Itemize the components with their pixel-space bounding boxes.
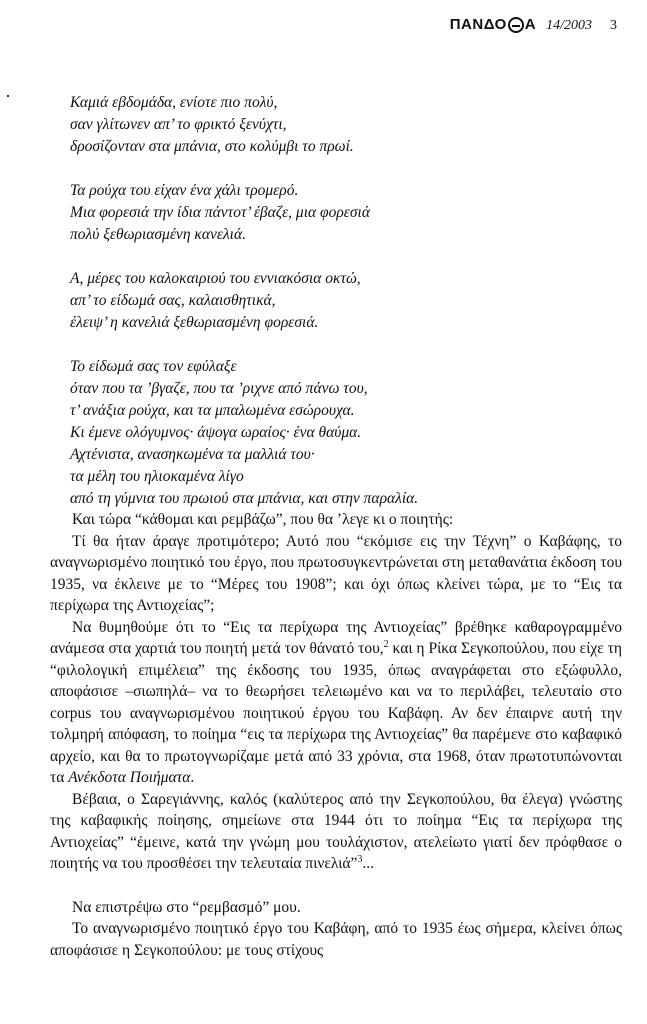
poem-line: σαν γλίτωνεν απ’ το φρικτό ξενύχτι, [70, 116, 287, 133]
logo-text-left: ΠΑΝΔΟ [449, 16, 507, 33]
poem-stanza [70, 356, 590, 510]
poem-line: πολύ ξεθωριασμένη κανελιά. [70, 226, 246, 243]
article-body [50, 509, 622, 961]
issue-number: 14/2003 [546, 18, 592, 33]
poem-stanza [70, 92, 590, 158]
poem-line: Το είδωμά σας τον εφύλαξε [70, 358, 237, 375]
paragraph: Και τώρα “κάθομαι και ρεμβάζω”, που θα ’λεγε κι ο ποιητής: [72, 511, 454, 528]
poem-line: Α, μέρες του καλοκαιριού του εννιακόσια οκτώ, [70, 270, 361, 287]
footnote-ref: 3 [357, 854, 363, 865]
paragraph-text: Βέβαια, ο Σαρεγιάννης, καλός (καλύτερος από την Σεγκοπούλου, θα έλεγα) γνώστης της καβαφικής ποίησης, σημείωνε στα 1944 ότι το ποίημα “Εις τα περίχωρα της Αντιοχείας” “έμεινε, κατά την γνώμη μου τουλάχιστον, ατελείωτο γιατί δεν πρόφθασε ο ποιητής να του προσθέσει την τελευταία πινελιά” [50, 790, 622, 872]
scan-speck [7, 95, 9, 97]
paragraph [50, 789, 622, 875]
poem-stanza [70, 180, 590, 246]
paragraph [50, 617, 622, 789]
paragraph-text: . [190, 769, 195, 786]
logo-text-right: Α [524, 16, 537, 33]
poem-line: Μια φορεσιά την ίδια πάντοτ’ έβαζε, μια φορεσιά [70, 204, 370, 221]
paragraph: Να επιστρέψω στο “ρεμβασμό” μου. [72, 898, 301, 916]
poem-stanza [70, 268, 590, 334]
footnote-ref: 2 [383, 639, 389, 650]
poem-line: απ’ το είδωμά σας, καλαισθητικά, [70, 292, 276, 309]
poem-line: τα μέλη του ηλιοκαμένα λίγο [70, 468, 244, 485]
poem-line: Κι έμενε ολόγυμνος· άψογα ωραίος· ένα θαύμα. [70, 424, 362, 441]
paragraph: Τί θα ήταν άραγε προτιμότερο; Αυτό που “εκόμισε εις την Τέχνη” ο Καβάφης, το αναγνωρισμένο ποιητικό του έργο, που πρωτοσυγκεντρώνεται στη μεταθανάτια έκδοση του 1935, να έκλεινε με το “Μέρες του 1908”; και όχι όπως κλείνει τώρα, με το “Εις τα περίχωρα της Αντιοχείας”; [50, 532, 622, 614]
paragraph-text: Να θυμηθούμε ότι το “Εις τα περίχωρα της Αντιοχείας” βρέθηκε καθαρογραμμένο ανάμεσα στα χαρτιά του ποιητή μετά τον θάνατό του, [50, 618, 622, 657]
poem [70, 92, 590, 532]
poem-line: όταν που τα ’βγαζε, που τα ’ριχνε από πάνω του, [70, 380, 368, 397]
poem-line: από τη γύμνια του πρωιού στα μπάνια, και στην παραλία. [70, 490, 419, 507]
poem-line: Τα ρούχα του είχαν ένα χάλι τρομερό. [70, 182, 299, 199]
book-title: Ανέκδοτα Ποιήματα [68, 769, 191, 786]
poem-line: Καμιά εβδομάδα, ενίοτε πιο πολύ, [70, 94, 278, 111]
paragraph-text: ... [362, 855, 375, 872]
logo-circle-icon [508, 17, 524, 33]
poem-line: τ’ ανάξια ρούχα, και τα μπαλωμένα εσώρουχα. [70, 402, 355, 419]
page-number: 3 [610, 18, 617, 33]
paragraph-text: και η Ρίκα Σεγκοπούλου, που είχε τη “φιλολογική επιμέλεια” της έκδοσης του 1935, όπως αναγράφεται στο εξώφυλλο, αποφάσισε –σιωπηλά– να το θεωρήσει τελειωμένο και να το περιλάβει, τελευταίο στο corpus του αναγνωρισμένου ποιητικού έργου του Καβάφη. Αν δεν έπαιρνε αυτή την τολμηρή απόφαση, το ποίημα “εις τα περίχωρα της Αντιοχείας” θα παρέμενε στο καβαφικό αρχείο, και θα το πρωτογνωρίζαμε μετά από 33 χρόνια, στα 1968, όταν πρωτοτυπώνονται τα [50, 640, 622, 786]
poem-line: έλειψ’ η κανελιά ξεθωριασμένη φορεσιά. [70, 314, 319, 331]
page-header [450, 16, 617, 34]
paragraph: Το αναγνωρισμένο ποιητικό έργο του Καβάφη, από το 1935 έως σήμερα, κλείνει όπως αποφάσισε η Σεγκοπούλου: με τους στίχους [50, 920, 622, 959]
journal-logo [450, 16, 536, 33]
poem-line: Αχτένιστα, ανασηκωμένα τα μαλλιά του· [70, 446, 315, 463]
poem-line: δροσίζονταν στα μπάνια, στο κολύμβι το πρωί. [70, 138, 354, 155]
